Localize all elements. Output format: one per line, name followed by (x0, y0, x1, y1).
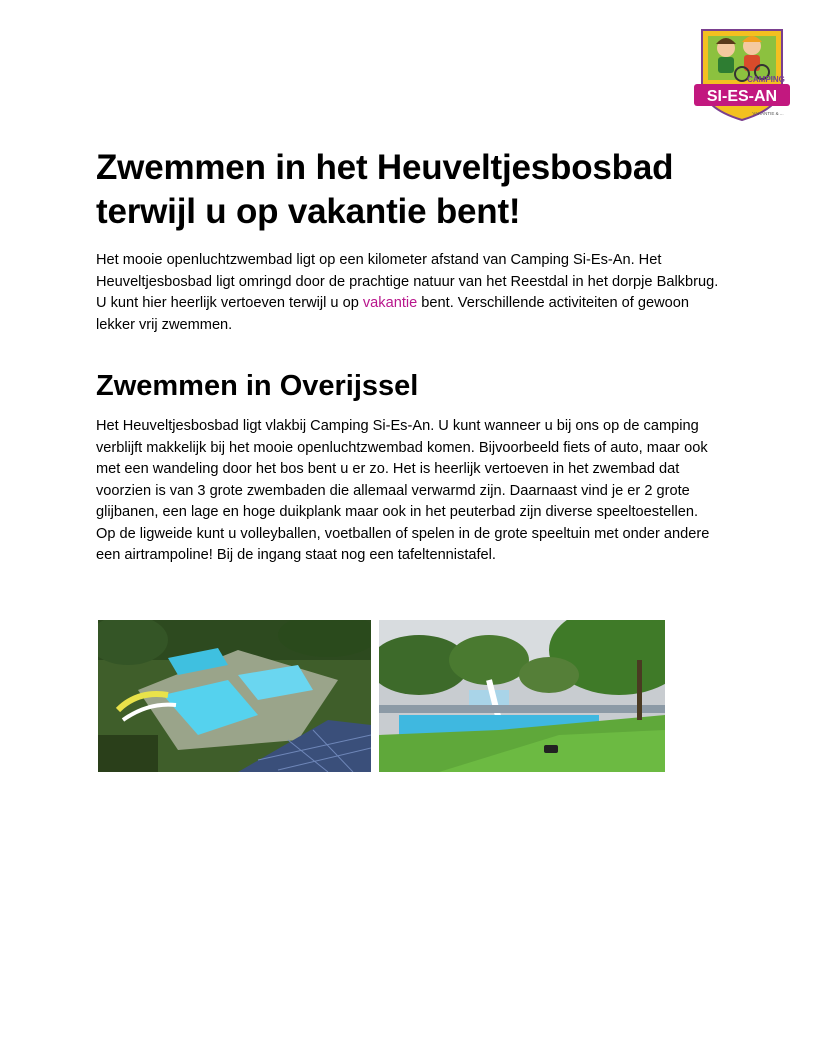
camping-logo (692, 22, 792, 122)
park-pool-photo (379, 620, 665, 772)
vakantie-link[interactable]: vakantie (362, 295, 418, 311)
intro-paragraph (96, 250, 721, 336)
intro-text-end: bent. Verschillende activiteiten of gewoon lekker vrij zwemmen. (96, 295, 690, 333)
logo-tagline: VAKANTIE & ... (752, 111, 784, 116)
intro-text-start: Het mooie openluchtzwembad ligt op een kilometer afstand van Camping Si-Es-An. Het Heuveltjesbosbad ligt omringd door de prachtige natuur van het Reestdal in het dorpje Balkbrug. U kunt hier heerlijk vertoeven terwijl u op (96, 252, 719, 311)
logo-top-text: CAMPING (747, 75, 785, 84)
body-paragraph: Het Heuveltjesbosbad ligt vlakbij Camping Si-Es-An. U kunt wanneer u bij ons op de camping verblijft makkelijk bij het mooie openluchtzwembad komen. Bijvoorbeeld fiets of auto, maar ook met een wandeling door het bos bent u er zo. Het is heerlijk vertoeven in het zwembad dat voorzien is van 3 grote zwembaden die allemaal verwarmd zijn. Daarnaast vind je er 2 grote glijbanen, een lage en hoge duikplank maar ook in het peuterbad zijn diverse speeltoestellen. Op de ligweide kunt u volleyballen, voetballen of spelen in de grote speeltuin met onder andere een airtrampoline! Bij de ingang staat nog een tafeltennistafel. (96, 418, 710, 563)
logo-name: SI-ES-AN (706, 88, 778, 105)
article (96, 146, 721, 567)
page-title: Zwemmen in het Heuveltjesbosbad terwijl u op vakantie bent! (96, 148, 674, 231)
aerial-pool-photo (98, 620, 371, 772)
section-heading: Zwemmen in Overijssel (96, 370, 419, 402)
